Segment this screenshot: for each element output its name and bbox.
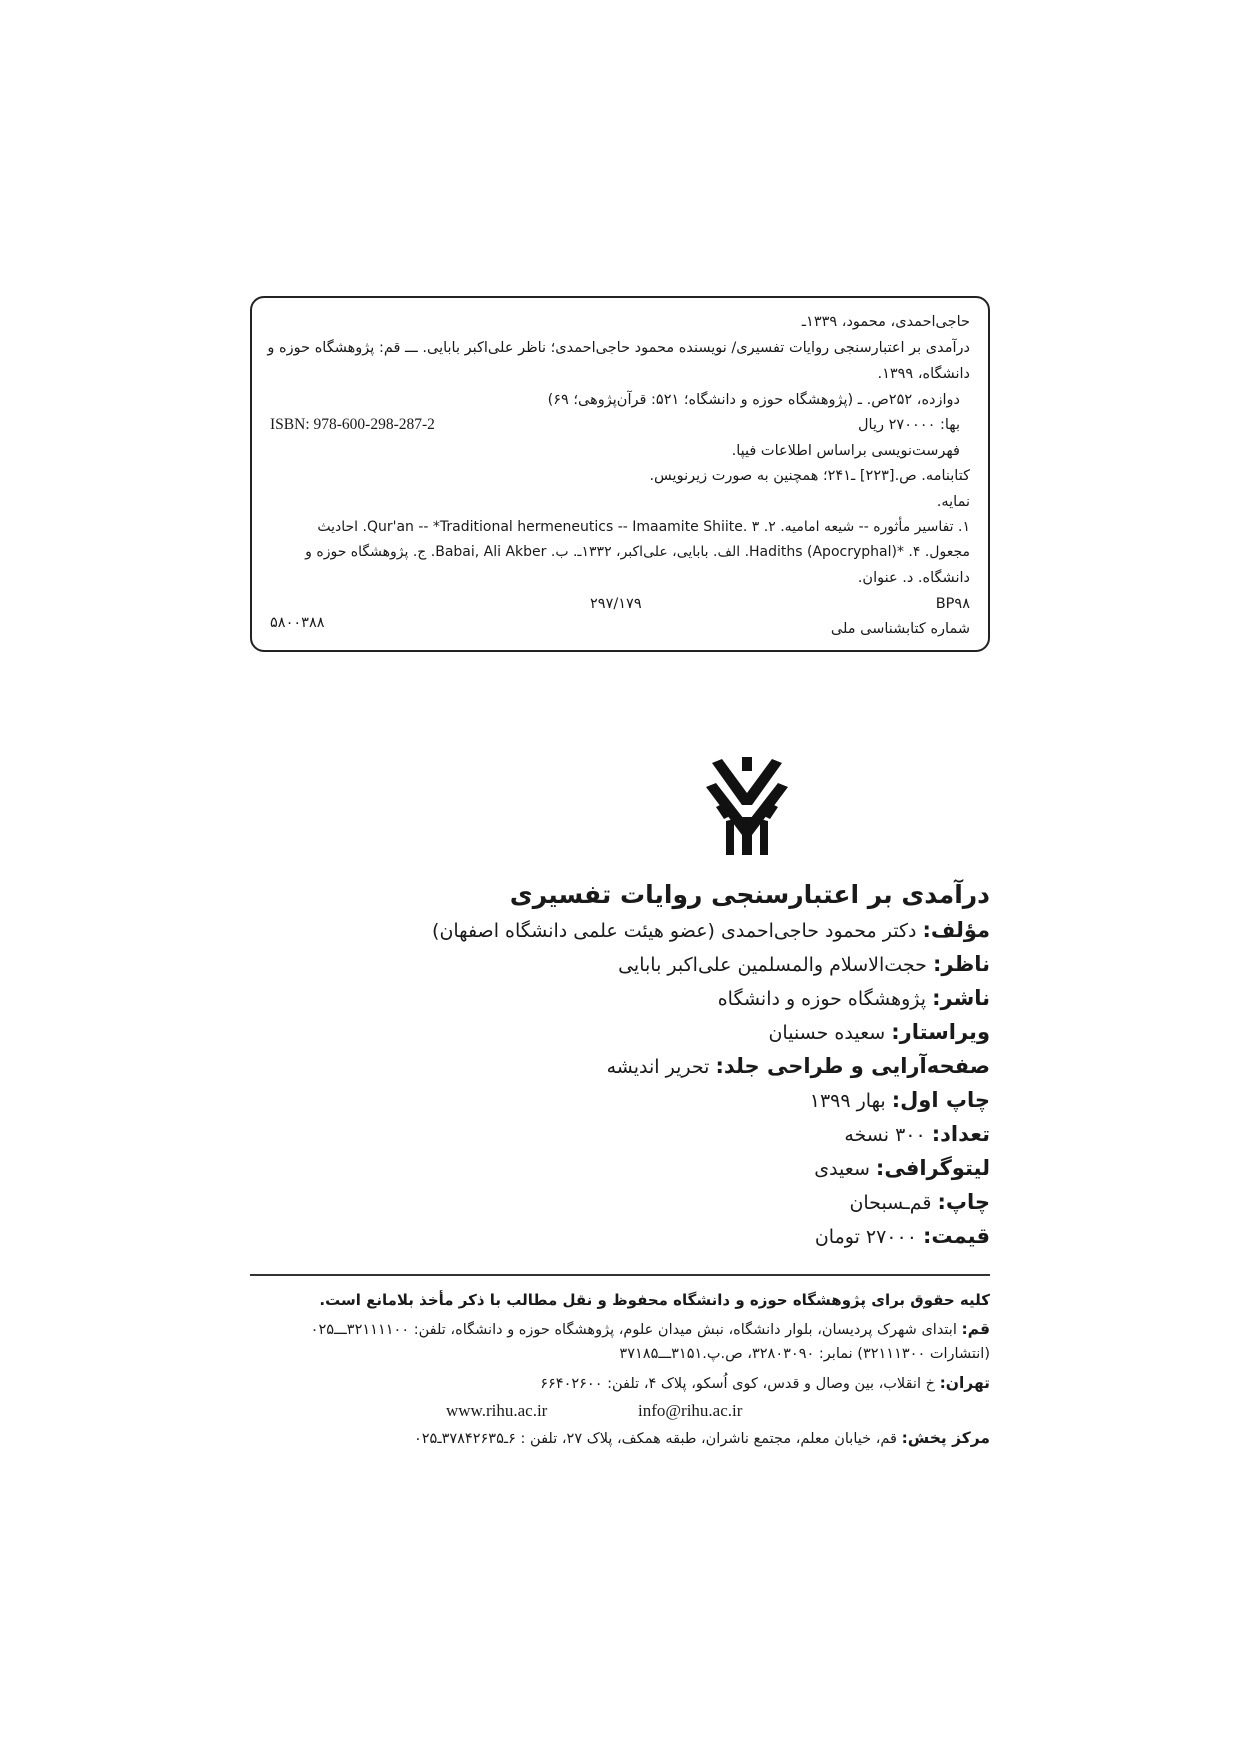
catalog-bibliography-note: کتابنامه. ص.[۲۲۳] ـ۲۴۱؛ همچنین به صورت زیرنویس. xyxy=(649,468,970,484)
credit-lithography xyxy=(814,1156,990,1180)
credit-value: سعیدی xyxy=(814,1158,876,1180)
credit-value: دکتر محمود حاجی‌احمدی (عضو هیئت علمی دانشگاه اصفهان) xyxy=(432,920,923,942)
credit-value: حجت‌الاسلام والمسلمین علی‌اکبر بابایی xyxy=(618,954,933,976)
catalog-series-line: دوازده، ۲۵۲ص. ـ (پژوهشگاه حوزه و دانشگاه؛ ۵۲۱: قرآن‌پژوهی؛ ۶۹) xyxy=(547,392,960,408)
catalog-fipa-note: فهرست‌نویسی براساس اطلاعات فیپا. xyxy=(731,443,960,459)
credit-label: ناشر: xyxy=(932,986,990,1010)
catalog-national-number-label: شماره کتابشناسی ملی xyxy=(830,621,970,637)
credit-label: چاپ: xyxy=(937,1190,990,1214)
email-link[interactable]: info@rihu.ac.ir xyxy=(638,1401,743,1420)
publisher-logo xyxy=(706,757,788,855)
credit-label: صفحه‌آرایی و طراحی جلد: xyxy=(715,1054,990,1078)
credit-value: ۲۷۰۰۰ تومان xyxy=(814,1226,923,1248)
qom-address-text: ابتدای شهرک پردیسان، بلوار دانشگاه، نبش میدان علوم، پژوهشگاه حوزه و دانشگاه، تلفن: ۳۲۱۱۱۱۰۰ـــ۰۲۵ xyxy=(310,1322,962,1338)
credit-printing xyxy=(849,1190,990,1214)
tehran-label: تهران: xyxy=(939,1374,990,1392)
credit-value: پژوهشگاه حوزه و دانشگاه xyxy=(717,988,933,1010)
credit-layout-design xyxy=(607,1054,990,1078)
credit-value: ۳۰۰ نسخه xyxy=(844,1124,932,1146)
distribution-label: مرکز پخش: xyxy=(901,1429,990,1447)
copyright-notice: کلیه حقوق برای پژوهشگاه حوزه و دانشگاه محفوظ و نقل مطالب با ذکر مأخذ بلامانع است. xyxy=(319,1291,990,1309)
catalog-isbn: ISBN: 978-600-298-287-2 xyxy=(270,416,435,433)
catalog-national-number: ۵۸۰۰۳۸۸ xyxy=(270,615,325,631)
credit-publisher xyxy=(718,986,990,1010)
website-link[interactable]: www.rihu.ac.ir xyxy=(446,1401,548,1420)
credit-editor xyxy=(768,1020,990,1044)
cataloging-box xyxy=(250,296,990,652)
catalog-author-line: حاجی‌احمدی، محمود، ۱۳۳۹ـ xyxy=(801,314,970,330)
tehran-address xyxy=(540,1374,990,1392)
qom-address-line1 xyxy=(311,1320,990,1338)
credit-price xyxy=(815,1224,990,1248)
credit-value: بهار ۱۳۹۹ xyxy=(809,1090,892,1112)
credit-supervisor xyxy=(618,952,990,976)
catalog-price-line: بها: ۲۷۰۰۰۰ ریال xyxy=(858,417,960,433)
credit-value: قم‌ـسبحان xyxy=(849,1192,938,1214)
catalog-title-line: درآمدی بر اعتبارسنجی روایات تفسیری/ نویسنده محمود حاجی‌احمدی؛ ناظر علی‌اکبر بابایی. ـــ قم: پژوهشگاه حوزه و xyxy=(267,340,970,356)
catalog-publisher-line: دانشگاه، ۱۳۹۹. xyxy=(877,366,970,382)
divider xyxy=(250,1274,990,1276)
credit-label: ناظر: xyxy=(932,952,990,976)
credit-label: لیتوگرافی: xyxy=(875,1156,990,1180)
credit-first-edition xyxy=(810,1088,990,1112)
tehran-address-text: خ انقلاب، بین وصال و قدس، کوی اُسکو، پلاک ۴، تلفن: ۶۶۴۰۲۶۰۰ xyxy=(540,1376,940,1392)
credit-label: چاپ اول: xyxy=(891,1088,990,1112)
qom-address-line2: (انتشارات ۳۲۱۱۱۳۰۰) نمابر: ۳۲۸۰۳۰۹۰، ص.پ.۳۱۵۱ـــ۳۷۱۸۵ xyxy=(619,1346,990,1362)
credit-label: قیمت: xyxy=(922,1224,990,1248)
catalog-index-note: نمایه. xyxy=(936,494,970,510)
book-title: درآمدی بر اعتبارسنجی روایات تفسیری xyxy=(509,880,990,909)
catalog-lc-class: BP۹۸ xyxy=(935,596,970,612)
distribution-center xyxy=(414,1429,990,1447)
credit-label: تعداد: xyxy=(931,1122,990,1146)
distribution-text: قم، خیابان معلم، مجتمع ناشران، طبقه همکف، پلاک ۲۷، تلفن : ۶ـ۳۷۸۴۲۶۳۵ـ۰۲۵ xyxy=(413,1431,902,1447)
credit-author xyxy=(432,918,990,942)
credit-value: سعیده حسنیان xyxy=(768,1022,892,1044)
credit-print-run xyxy=(844,1122,990,1146)
credit-label: ویراستار: xyxy=(891,1020,990,1044)
qom-label: قم: xyxy=(961,1320,990,1338)
catalog-subjects-line1: ۱. تفاسیر مأثوره -- شیعه امامیه. ۲. Qur'an -- *Traditional hermeneutics -- Imaamite Shiite. ۳. احادیث xyxy=(317,519,970,535)
catalog-dewey-class: ۲۹۷/۱۷۹ xyxy=(590,596,642,612)
catalog-subjects-line2: مجعول. ۴. *Hadiths (Apocryphal). الف. بابایی، علی‌اکبر، ۱۳۳۲ـ. ب. Babai, Ali Akber. ج. پژوهشگاه حوزه و xyxy=(305,544,970,560)
credit-label: مؤلف: xyxy=(922,918,990,942)
catalog-subjects-line3: دانشگاه. د. عنوان. xyxy=(857,570,970,586)
credit-value: تحریر اندیشه xyxy=(606,1056,716,1078)
